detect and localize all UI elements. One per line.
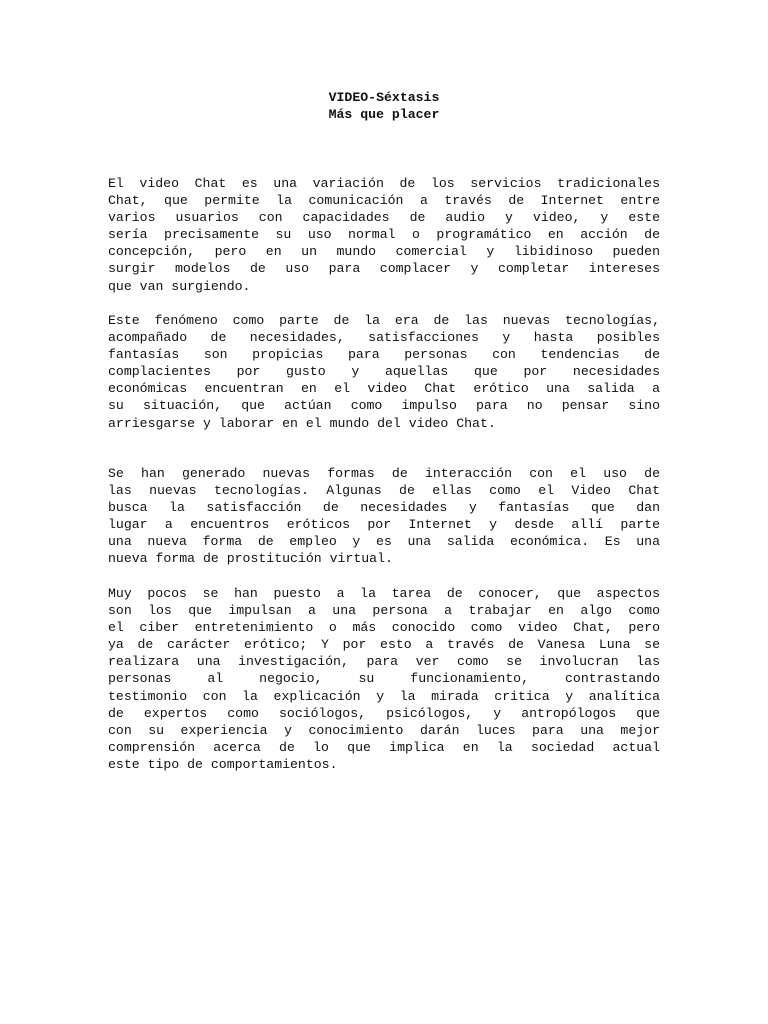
text-line: el ciber entretenimiento o más conocido como video Chat, pero xyxy=(108,620,660,636)
text-line: de expertos como sociólogos, psicólogos, y antropólogos que xyxy=(108,705,660,721)
text-line: una nueva forma de empleo y es una salida económica. Es una xyxy=(108,534,660,550)
text-line: Chat, que permite la comunicación a través de Internet entre xyxy=(108,193,660,209)
paragraph-3 xyxy=(108,465,660,568)
text-line: busca la satisfacción de necesidades y fantasías que dan xyxy=(108,500,660,516)
text-line: lugar a encuentros eróticos por Internet y desde allí parte xyxy=(108,517,660,533)
text-line: sería precisamente su uso normal o programático en acción de xyxy=(108,227,660,243)
text-line: surgir modelos de uso para complacer y completar intereses xyxy=(108,261,660,277)
text-line: personas al negocio, su funcionamiento, contrastando xyxy=(108,671,660,687)
text-line: este tipo de comportamientos. xyxy=(108,756,338,772)
text-line: las nuevas tecnologías. Algunas de ellas como el Video Chat xyxy=(108,483,660,499)
text-line: realizara una investigación, para ver como se involucran las xyxy=(108,654,660,670)
text-line: Este fenómeno como parte de la era de las nuevas tecnologías, xyxy=(108,313,660,328)
document-subtitle: Más que placer xyxy=(328,107,440,122)
text-line: comprensión acerca de lo que implica en la sociedad actual xyxy=(108,739,660,755)
text-line: con su experiencia y conocimiento darán luces para una mejor xyxy=(108,722,660,738)
text-line: que van surgiendo. xyxy=(108,278,251,294)
text-line: son los que impulsan a una persona a trabajar en algo como xyxy=(108,603,660,619)
text-line: testimonio con la explicación y la mirada critica y analítica xyxy=(108,688,660,704)
text-line: concepción, pero en un mundo comercial y libidinoso pueden xyxy=(108,244,660,260)
paragraph-1 xyxy=(108,175,660,295)
text-line: nueva forma de prostitución virtual. xyxy=(108,551,393,567)
text-line: varios usuarios con capacidades de audio y video, y este xyxy=(108,210,660,226)
paragraph-4 xyxy=(108,585,660,773)
text-line: El video Chat es una variación de los servicios tradicionales xyxy=(108,176,660,191)
document-title: VIDEO-Séxtasis xyxy=(328,90,440,105)
text-line: ya de carácter erótico; Y por esto a través de Vanesa Luna se xyxy=(108,637,660,653)
paragraph-2 xyxy=(108,312,660,432)
text-line: su situación, que actúan como impulso para no pensar sino xyxy=(108,398,660,414)
title-block xyxy=(0,89,768,123)
text-line: fantasías son propicias para personas con tendencias de xyxy=(108,347,660,363)
text-line: económicas encuentran en el video Chat erótico una salida a xyxy=(108,381,660,397)
text-line: complacientes por gusto y aquellas que por necesidades xyxy=(108,364,660,380)
text-line: Se han generado nuevas formas de interacción con el uso de xyxy=(108,466,660,481)
text-line: arriesgarse y laborar en el mundo del video Chat. xyxy=(108,415,496,431)
text-line: acompañado de necesidades, satisfacciones y hasta posibles xyxy=(108,330,660,346)
text-line: Muy pocos se han puesto a la tarea de conocer, que aspectos xyxy=(108,586,660,601)
